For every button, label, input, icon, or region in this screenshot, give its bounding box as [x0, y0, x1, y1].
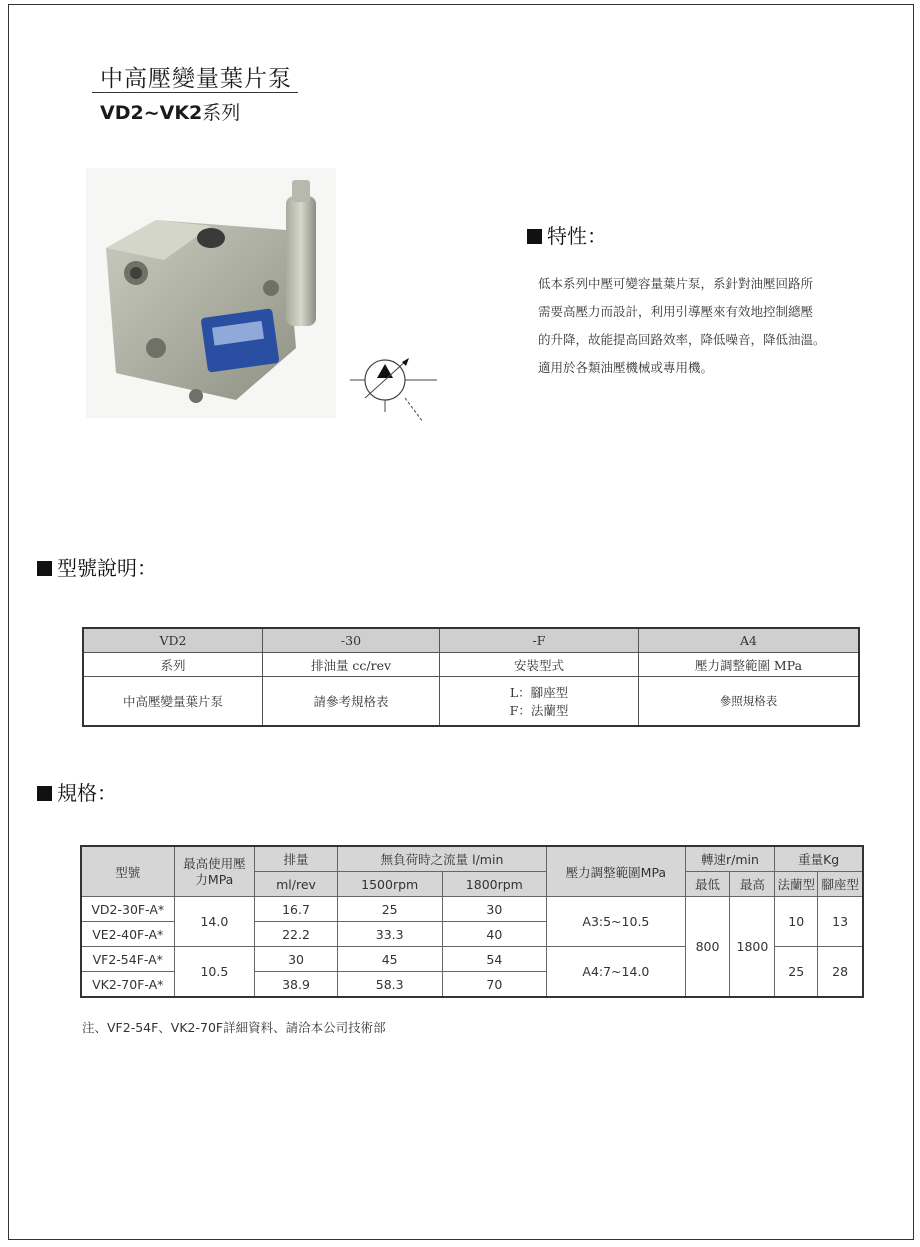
spec-heading-text: 規格：: [57, 781, 117, 805]
model-heading-text: 型號說明：: [57, 556, 157, 580]
model-code-table: [82, 627, 860, 727]
title-underline: [92, 92, 298, 93]
weight-foot-cell: 13: [818, 897, 863, 947]
header-pressure-range: 壓力調整範圍MPa: [547, 846, 685, 897]
disp-cell: 38.9: [255, 972, 338, 998]
model-heading: [37, 552, 157, 581]
disp-cell: 16.7: [255, 897, 338, 922]
header-displacement-unit: ml/rev: [255, 872, 338, 897]
features-line: 低本系列中壓可變容量葉片泵，系針對油壓回路所: [538, 276, 814, 291]
flow1500-cell: 45: [337, 947, 442, 972]
label-cell: 系列: [83, 653, 263, 677]
label-cell: 排油量 cc/rev: [263, 653, 440, 677]
label-cell: 壓力調整範圍 MPa: [639, 653, 860, 677]
flow1800-cell: 30: [442, 897, 547, 922]
mount-flange: F：法蘭型: [509, 703, 569, 718]
features-line: 適用於各類油壓機械或專用機。: [538, 360, 714, 375]
features-text: [538, 270, 868, 382]
range-cell: A3:5~10.5: [547, 897, 685, 947]
flow1800-cell: 70: [442, 972, 547, 998]
header-weight: 重量Kg: [775, 846, 863, 872]
table-row: [81, 897, 863, 922]
model-cell: VK2-70F-A*: [81, 972, 174, 998]
model-cell: VE2-40F-A*: [81, 922, 174, 947]
speed-min-cell: 800: [685, 897, 730, 998]
disp-cell: 22.2: [255, 922, 338, 947]
value-cell: [440, 677, 639, 727]
model-cell: VF2-54F-A*: [81, 947, 174, 972]
speed-max-cell: 1800: [730, 897, 775, 998]
label-cell: 安裝型式: [440, 653, 639, 677]
header-weight-flange: 法蘭型: [775, 872, 818, 897]
page-title: 中高壓變量葉片泵: [100, 66, 292, 92]
table-row: [83, 628, 859, 653]
header-flow: 無負荷時之流量 l/min: [337, 846, 546, 872]
header-speed: 轉速r/min: [685, 846, 775, 872]
value-cell: 中高壓變量葉片泵: [83, 677, 263, 727]
header-speed-max: 最高: [730, 872, 775, 897]
header-flow-1800: 1800rpm: [442, 872, 547, 897]
table-row: [83, 677, 859, 727]
page-subtitle: [100, 98, 240, 125]
code-cell: -30: [263, 628, 440, 653]
header-max-pressure: 最高使用壓力MPa: [174, 846, 255, 897]
spec-table: [80, 845, 864, 998]
range-cell: A4:7~14.0: [547, 947, 685, 998]
header-speed-min: 最低: [685, 872, 730, 897]
code-cell: -F: [440, 628, 639, 653]
square-bullet-icon: [37, 786, 52, 801]
model-cell: VD2-30F-A*: [81, 897, 174, 922]
series-suffix: 系列: [202, 102, 241, 124]
features-heading: [527, 220, 607, 249]
series-code: VD2~VK2: [100, 102, 203, 124]
weight-flange-cell: 25: [775, 947, 818, 998]
flow1800-cell: 40: [442, 922, 547, 947]
value-cell: 請參考規格表: [263, 677, 440, 727]
pressure-cell: 14.0: [174, 897, 255, 947]
header-model: 型號: [81, 846, 174, 897]
hydraulic-symbol-icon: [345, 350, 440, 430]
table-row: [83, 653, 859, 677]
table-row: [81, 846, 863, 872]
features-heading-text: 特性：: [547, 224, 607, 248]
value-cell: 參照規格表: [639, 677, 860, 727]
flow1500-cell: 33.3: [337, 922, 442, 947]
square-bullet-icon: [37, 561, 52, 576]
pressure-cell: 10.5: [174, 947, 255, 998]
flow1500-cell: 25: [337, 897, 442, 922]
spec-heading: [37, 777, 117, 806]
header-displacement: 排量: [255, 846, 338, 872]
code-cell: A4: [639, 628, 860, 653]
flow1500-cell: 58.3: [337, 972, 442, 998]
features-line: 的升降，故能提高回路效率，降低噪音，降低油溫。: [538, 332, 826, 347]
disp-cell: 30: [255, 947, 338, 972]
square-bullet-icon: [527, 229, 542, 244]
code-cell: VD2: [83, 628, 263, 653]
features-line: 需要高壓力而設計，利用引導壓來有效地控制總壓: [538, 304, 814, 319]
weight-flange-cell: 10: [775, 897, 818, 947]
pump-photo: [86, 168, 336, 418]
header-flow-1500: 1500rpm: [337, 872, 442, 897]
weight-foot-cell: 28: [818, 947, 863, 998]
header-weight-foot: 腳座型: [818, 872, 863, 897]
mount-foot: L：腳座型: [509, 685, 569, 700]
footnote: 注、VF2-54F、VK2-70F詳細資料、請洽本公司技術部: [82, 1020, 386, 1035]
flow1800-cell: 54: [442, 947, 547, 972]
